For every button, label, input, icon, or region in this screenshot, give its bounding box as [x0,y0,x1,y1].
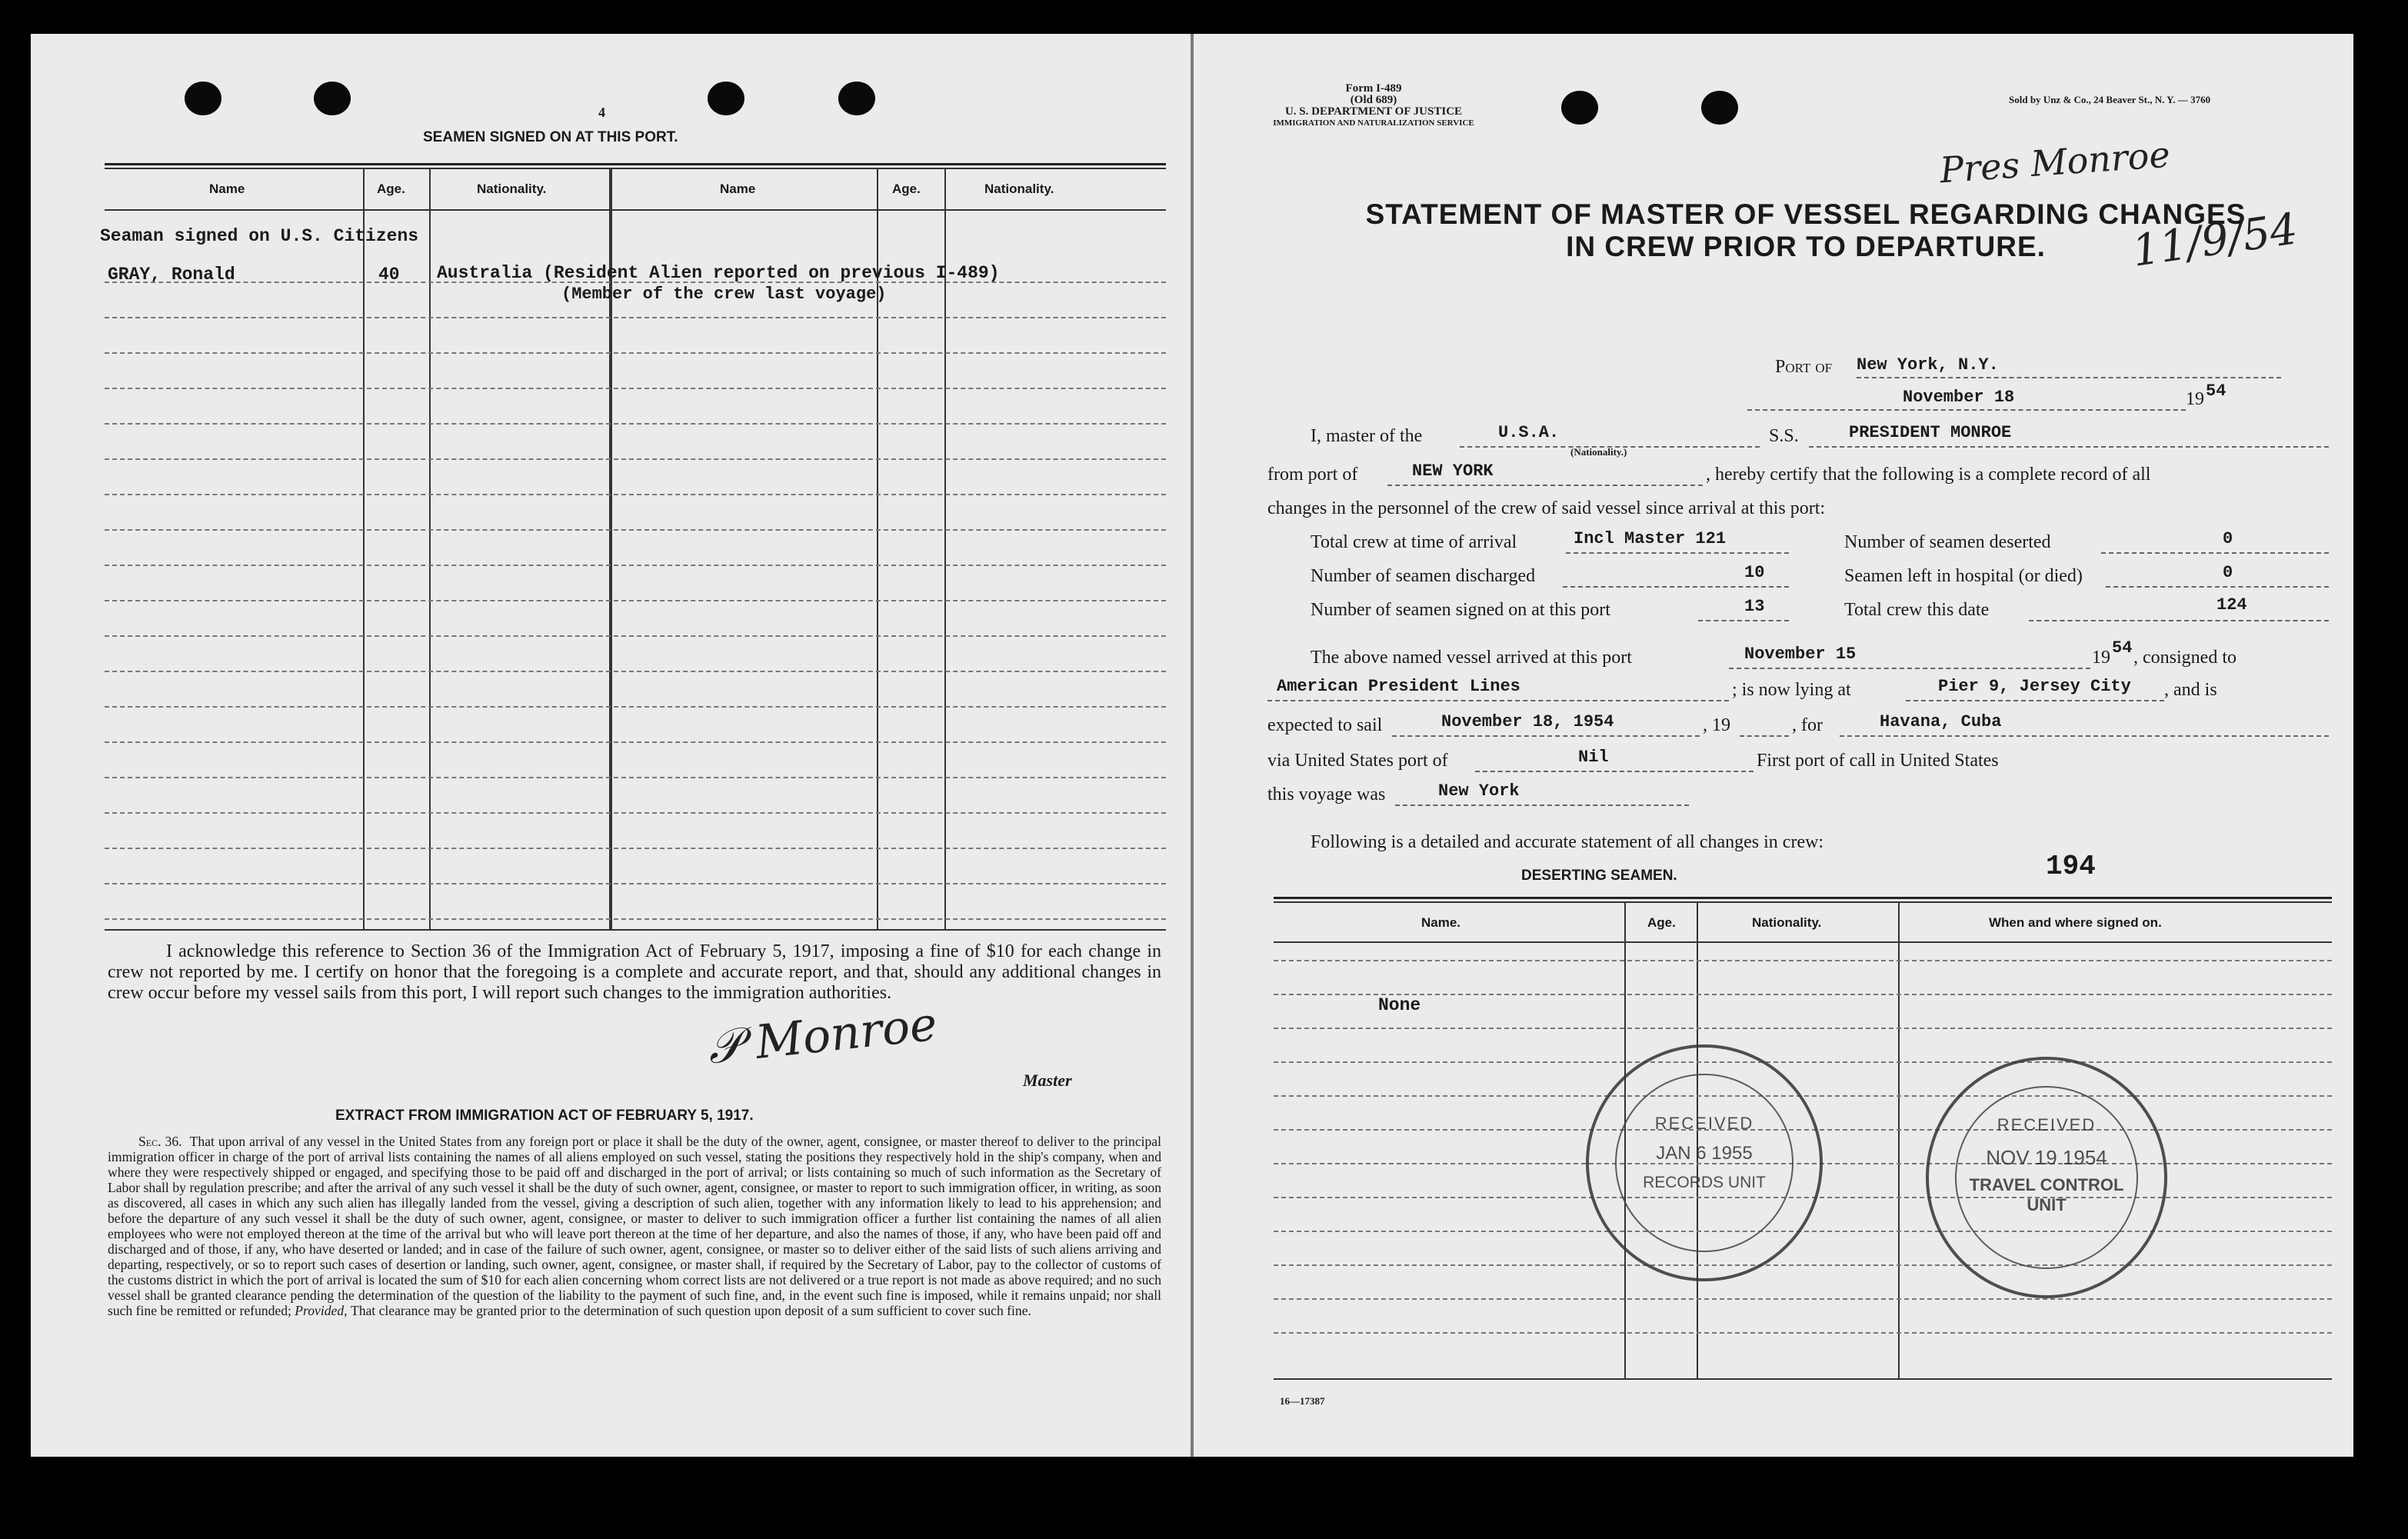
fill-line [1267,700,1729,701]
table-row [105,494,1166,495]
lying-label: ; is now lying at [1732,680,1851,700]
left-page [31,34,1197,1457]
date-value: November 18 [1903,388,2015,407]
header-name: Name. [1421,915,1461,930]
stamp-date: NOV 19 1954 [1986,1146,2107,1169]
header-age: Age. [892,182,921,196]
first-port-label: First port of call in United States [1757,751,1999,771]
acknowledgement-text: I acknowledge this reference to Section 36 of the Immigration Act of February 5, 1917, imposing a fine of $10 for each change in crew not reported by me. I certify on honor that the foregoing is a complete and accurate report, and that, should any additional changes in crew occur before my vessel sails from this port, I will report such changes to the immigration authorities. [108,941,1161,1003]
table-top-rule [1274,897,2332,899]
fill-line [1395,804,1689,806]
extract-text: That upon arrival of any vessel in the United States from any foreign port or place it shall be the duty of the owner, agent, consignee, or master thereof to deliver to the principal immigration officer in charge of the port of arrival lists containing the names of all aliens employed on such vessel, stating the positions they respectively hold in the ship's company, when and where they were respectively shipped or engaged, and specifying those to be paid off and discharged in the port of arrival; or lists containing so much of such information as the Secretary of Labor shall by regulation prescribe; and after the arrival of any such vessel it shall be the duty of such owner, agent, consignee, or master to report to such immigration officer, in writing, as soon as discovered, all cases in which any such alien has illegally landed from the vessel, giving a description of such alien, together with any information likely to lead to his apprehension; and before the departure of any such vessel it shall be the duty of such owner, agent, consignee, or master to deliver to such immigration officer a further list containing the names of all alien employees who were not employed thereon at the time of the arrival but who will leave port thereon at the time of her departure, and also the names of those, if any, who have been paid off and discharged and of those, if any, who have deserted or landed; and in case of the failure of such owner, agent, consignee, or master so to deliver either of the said lists of such aliens arriving and departing, respectively, or so to report such cases of desertion or landing, such owner, agent, consignee, or master shall, if required by the Secretary of Labor, pay to the collector of customs of the customs district in which the port of arrival is located the sum of $10 for each alien concerning whom correct lists are not delivered or a true report is not made as above required; and no such vessel shall be granted clearance pending the determination of the question of the liability to the payment of such fine, and, in the event such fine is imposed, while it remains unpaid; nor shall such fine be remitted or refunded; [108,1134,1162,1318]
header-age: Age. [1647,915,1676,930]
punch-hole [838,82,875,115]
fill-line [1392,735,1700,737]
form-title [1267,198,2344,263]
table-row [105,883,1166,884]
header-nationality: Nationality. [1752,915,1822,930]
punch-hole [708,82,744,115]
lying-value: Pier 9, Jersey City [1938,677,2131,696]
table-row [105,706,1166,708]
stamp-unit: TRAVEL CONTROL [1969,1175,2124,1194]
title-line-1: STATEMENT OF MASTER OF VESSEL REGARDING CHANGES [1365,198,2246,230]
master-signature: 𝒫 Monroe [705,997,940,1075]
printer-note: Sold by Unz & Co., 24 Beaver St., N. Y. — 3760 [2009,94,2211,105]
from-port-value: NEW YORK [1412,461,1494,481]
table-top-rule-thin [1274,901,2332,903]
table-row [105,317,1166,318]
extract-provided: Provided, [295,1303,348,1318]
table-row [1274,994,2332,995]
fill-line [2029,620,2329,621]
table-row [105,388,1166,389]
table-row [1274,1264,2332,1266]
seaman-note: (Member of the crew last voyage) [561,285,887,304]
discharged-label: Number of seamen discharged [1311,566,1536,586]
and-is-label: , and is [2164,680,2217,700]
header-nationality: Nationality. [477,182,547,196]
header-name: Name [720,182,756,196]
punch-hole [314,82,351,115]
deserting-title: DESERTING SEAMEN. [1521,868,1677,884]
certify-text-2: changes in the personnel of the crew of said vessel since arrival at this port: [1267,498,1826,518]
none-entry: None [1378,995,1421,1015]
seaman-nationality: Australia (Resident Alien reported on previous I-489) [437,263,1000,283]
table-row [1274,1298,2332,1300]
right-page [1194,34,2353,1457]
extract-end: That clearance may be granted prior to the determination of such question upon deposit of a sum sufficient to cover such fine. [350,1303,1031,1318]
table-row [105,352,1166,354]
punch-hole [185,82,221,115]
fill-line [1698,620,1789,621]
deserted-value: 0 [2223,529,2233,548]
extract-body [108,1134,1161,1318]
expected-label: expected to sail [1267,715,1383,735]
total-crew-arrival-label: Total crew at time of arrival [1311,532,1517,552]
table-row [1274,960,2332,961]
fill-line [2101,552,2329,554]
discharged-value: 10 [1744,563,1765,582]
signed-on-label: Number of seamen signed on at this port [1311,600,1610,620]
table-bottom-rule [1274,1378,2332,1380]
table-row [105,529,1166,531]
header-bottom-rule [105,209,1166,211]
fill-line [1563,586,1789,588]
header-nationality: Nationality. [984,182,1054,196]
hospital-value: 0 [2223,563,2233,582]
master-of-label: I, master of the [1311,426,1423,446]
table-row [105,741,1166,743]
expected-value: November 18, 1954 [1441,712,1614,731]
deserted-label: Number of seamen deserted [1844,532,2051,552]
table-top-rule-thin [105,168,1166,169]
table-row [105,600,1166,601]
extract-section-label: Sec. 36. [138,1134,182,1149]
following-text: Following is a detailed and accurate statement of all changes in crew: [1311,832,1824,852]
received-stamp-travel-control [1926,1057,2167,1298]
total-crew-arrival-value: Incl Master 121 [1574,529,1727,548]
header-age: Age. [377,182,405,196]
header-when-where: When and where signed on. [1989,915,2162,930]
service: IMMIGRATION AND NATURALIZATION SERVICE [1273,118,1474,128]
old-form-number: (Old 689) [1350,94,1397,106]
table-row [1274,1061,2332,1063]
punch-hole [1561,91,1598,125]
punch-hole [1701,91,1738,125]
from-port-label: from port of [1267,465,1358,485]
table-row [1274,1332,2332,1334]
fill-line [1840,735,2329,737]
page-number: 4 [598,105,605,120]
stamp-unit-2: UNIT [2027,1195,2067,1214]
fill-line [1729,668,2090,669]
arrived-label: The above named vessel arrived at this port [1311,648,1632,668]
table-row [105,812,1166,814]
ship-name: PRESIDENT MONROE [1849,423,2012,442]
title-line-2: IN CREW PRIOR TO DEPARTURE. [1566,231,2046,262]
department: U. S. DEPARTMENT OF JUSTICE [1284,105,1463,118]
table-row [105,635,1166,637]
port-label: Port of [1775,357,1833,377]
header-bottom-rule [1274,941,2332,943]
table-row [1274,1028,2332,1029]
ss-label: S.S. [1769,426,1799,446]
table-row [105,918,1166,920]
stamp-unit: RECORDS UNIT [1643,1174,1766,1191]
fill-line [2106,586,2329,588]
consignee-value: American President Lines [1277,677,1520,696]
stamp-received: RECEIVED [1997,1115,2097,1134]
handwritten-date: 11/9/54 [2129,204,2301,277]
table-top-rule [105,163,1166,165]
handwritten-ship-name: Pres Monroe [1938,133,2172,192]
year-value: 54 [2206,381,2226,401]
master-label: Master [1023,1071,1072,1090]
year-prefix: 19 [2186,389,2204,409]
table-row [1274,1231,2332,1232]
fill-line [1475,771,1754,772]
expected-year-label: , 19 [1703,715,1730,735]
fill-line [1809,446,2329,448]
header-name: Name [209,182,245,196]
total-crew-date-value: 124 [2216,595,2247,615]
this-voyage-value: New York [1438,781,1520,801]
extract-title: EXTRACT FROM IMMIGRATION ACT OF FEBRUARY 5, 1917. [335,1108,754,1124]
nationality-value: U.S.A. [1498,423,1560,442]
row-signed-on-citizens: Seaman signed on U.S. Citizens [100,226,419,246]
seaman-age: 40 [378,265,400,285]
stamp-received: RECEIVED [1654,1114,1754,1133]
table-row [105,777,1166,778]
for-value: Havana, Cuba [1880,712,2002,731]
col-divider [1898,901,1900,1378]
section-title: SEAMEN SIGNED ON AT THIS PORT. [423,129,678,145]
received-stamp-records [1586,1044,1823,1281]
form-number: Form I-489 [1345,82,1402,95]
form-header [1258,83,1489,129]
consigned-label: , consigned to [2133,648,2236,668]
total-crew-date-label: Total crew this date [1844,600,1990,620]
seaman-name: GRAY, Ronald [108,265,235,285]
table-row [105,848,1166,849]
arrived-value: November 15 [1744,645,1857,664]
fill-line [1566,552,1789,554]
fill-line [1387,485,1703,486]
hospital-label: Seamen left in hospital (or died) [1844,566,2083,586]
arrived-year-value: 54 [2112,638,2133,658]
table-row [105,423,1166,425]
via-value: Nil [1578,748,1609,767]
table-row [105,458,1166,460]
stamped-count: 194 [2046,851,2096,882]
for-label: , for [1792,715,1823,735]
fill-line [1857,377,2281,378]
table-row [105,281,1166,283]
fill-line [1740,735,1789,737]
nationality-caption: (Nationality.) [1570,446,1627,458]
signed-on-value: 13 [1744,597,1765,616]
footer-code: 16—17387 [1280,1395,1325,1407]
via-label: via United States port of [1267,751,1448,771]
table-row [105,565,1166,566]
port-value: New York, N.Y. [1857,355,1999,375]
table-row [105,671,1166,672]
arrived-year-prefix: 19 [2092,648,2110,668]
stamp-date: JAN 6 1955 [1656,1143,1753,1164]
certify-text: , hereby certify that the following is a complete record of all [1706,465,2151,485]
fill-line [1906,700,2164,701]
fill-line [1747,409,2186,411]
this-voyage-label: this voyage was [1267,784,1386,804]
table-bottom-rule [105,929,1166,931]
